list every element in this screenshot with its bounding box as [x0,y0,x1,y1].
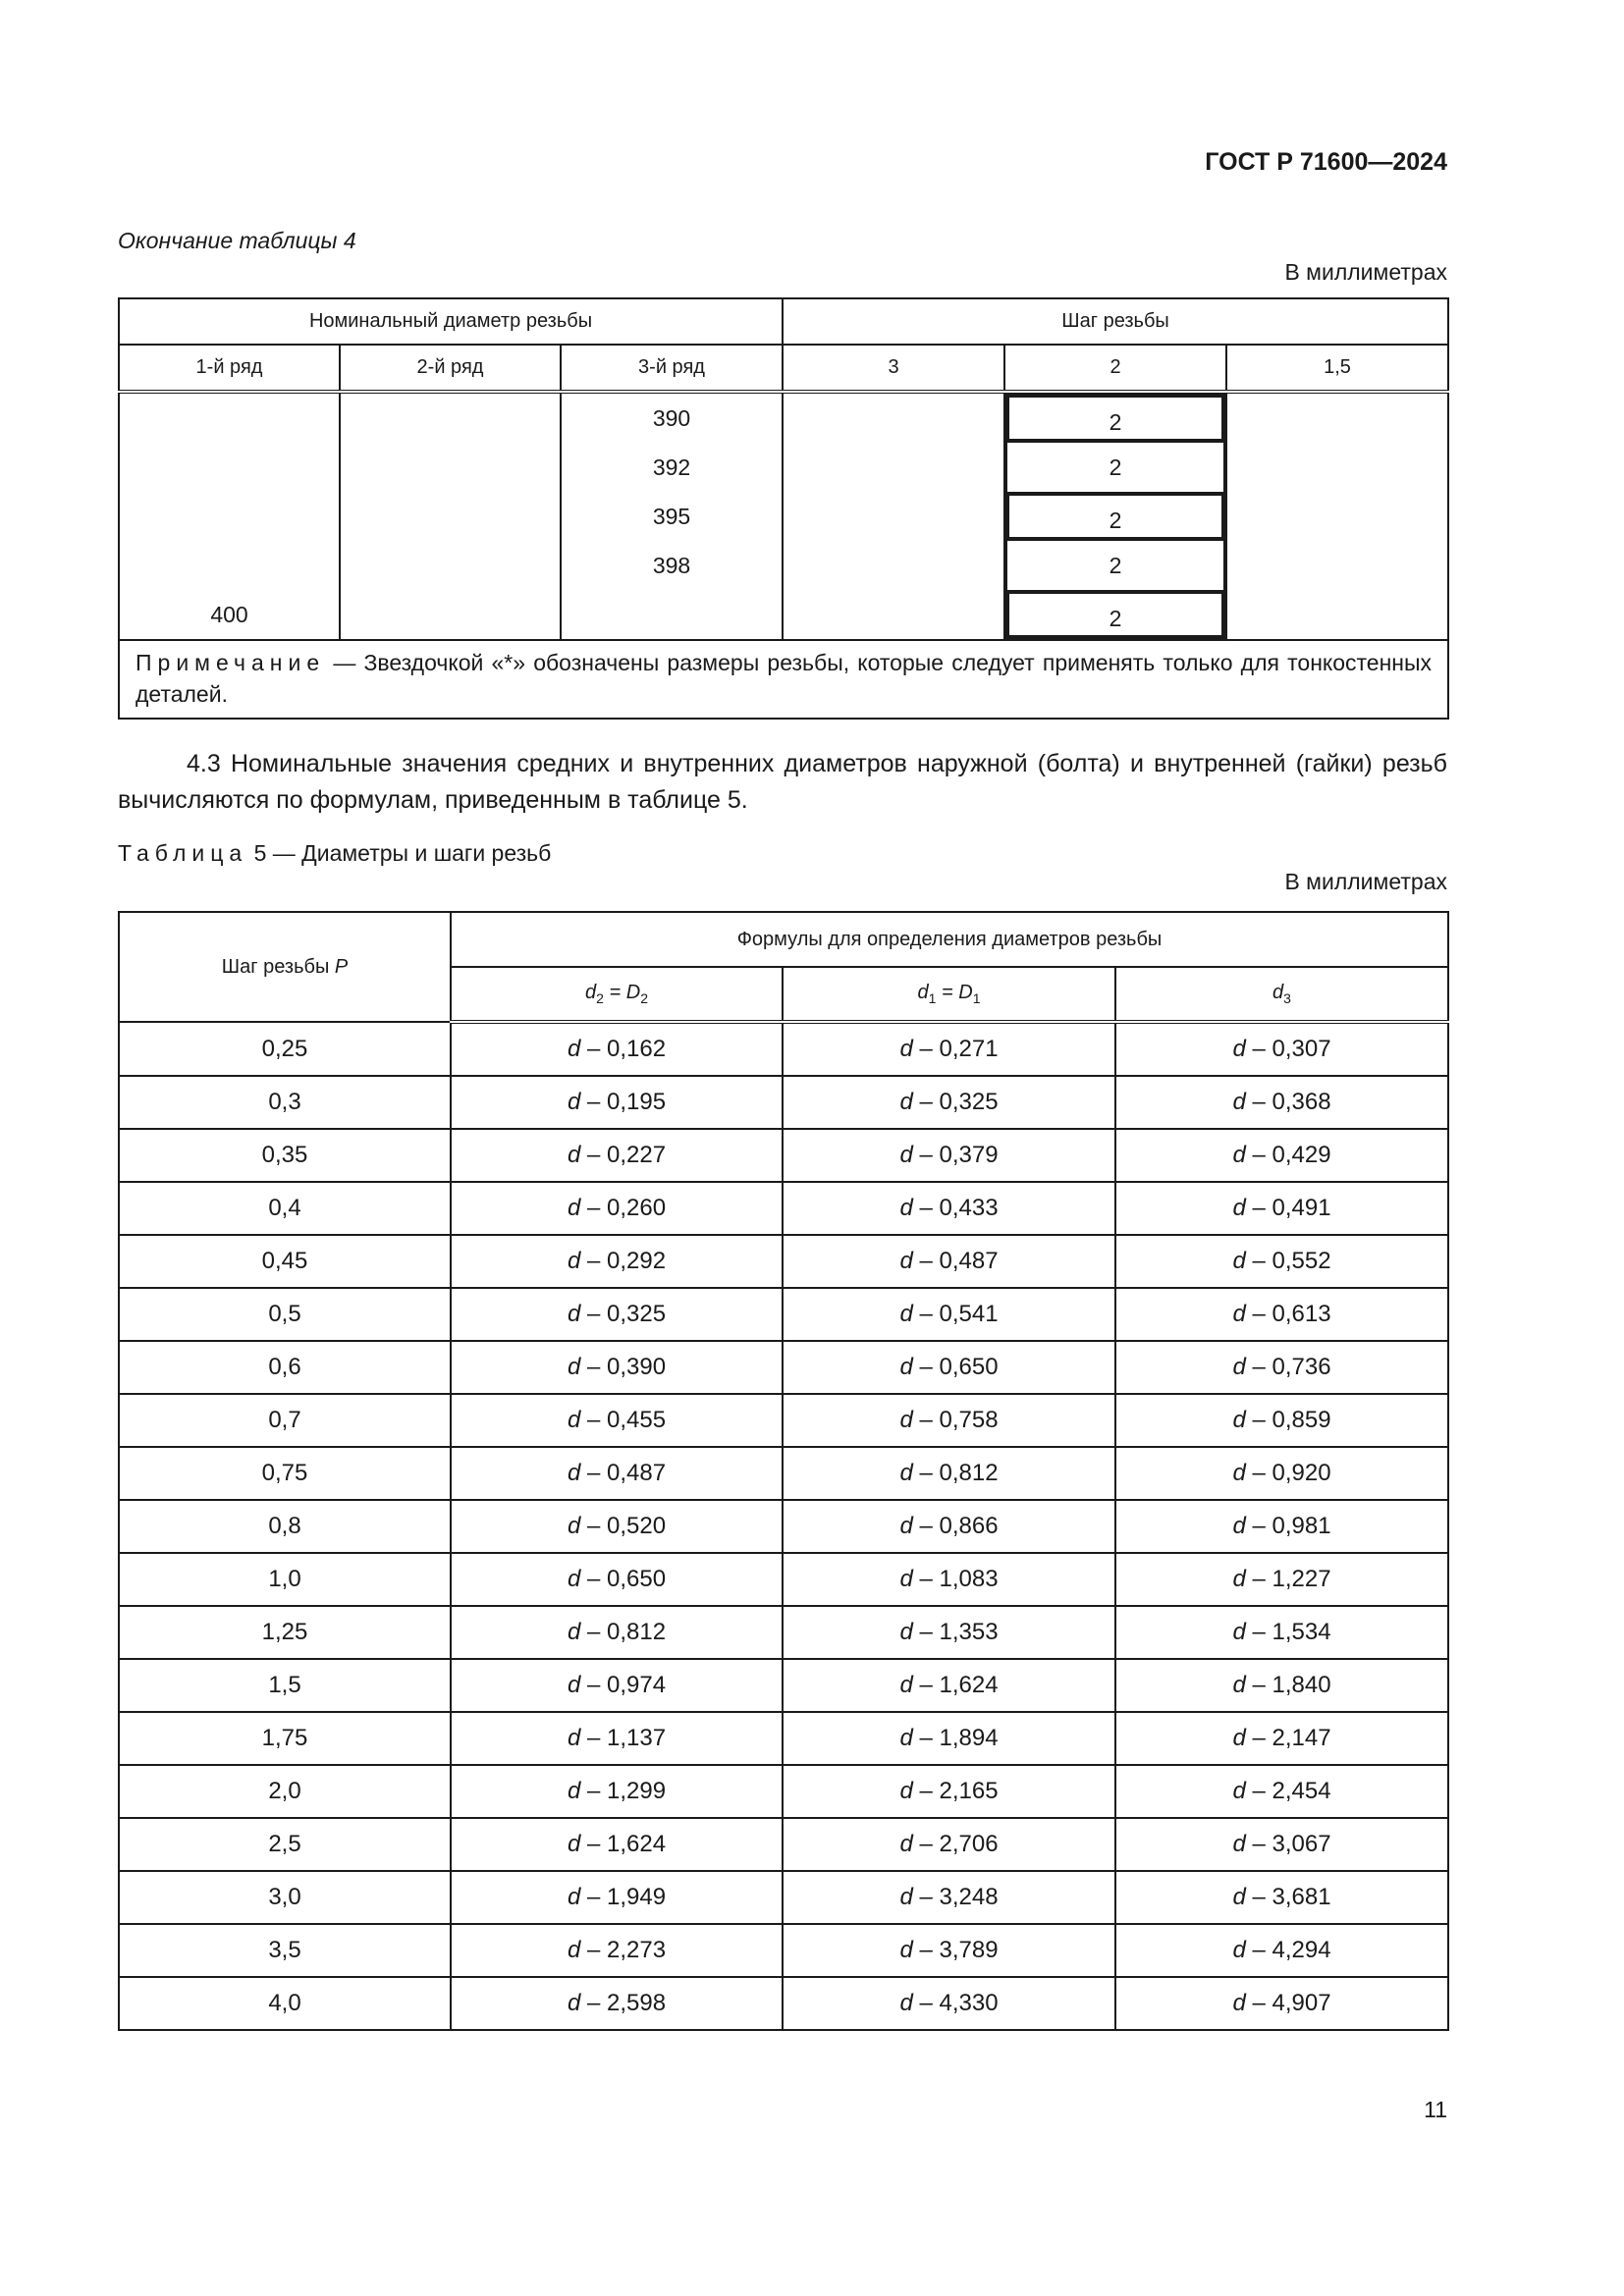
table-cell: d – 1,840 [1115,1659,1448,1712]
table-cell: d – 0,866 [783,1500,1115,1553]
col-header-pitch-2: 2 [1004,345,1226,392]
col-pitch-2-values [1004,392,1226,640]
table-cell: d – 0,429 [1115,1129,1448,1182]
col-header-d1: $d_1 = D_1$ [783,967,1115,1022]
table-cell: d – 0,650 [783,1341,1115,1394]
table-cell: d – 1,137 [451,1712,783,1765]
table-cell: 392 [652,454,691,480]
table5-caption-label: Таблица [118,840,248,866]
document-code: ГОСТ Р 71600—2024 [1205,148,1447,176]
table-cell: 3,5 [119,1924,451,1977]
col-header-pitch-1-5: 1,5 [1226,345,1448,392]
table-cell: d – 2,147 [1115,1712,1448,1765]
table-5 [118,911,1449,2031]
table-row [119,1659,1448,1712]
table-cell: 2 [1005,394,1225,443]
note-text: — Звездочкой «*» обозначены размеры резьбы, которые следует применять только для тонкостенных деталей. [135,650,1433,707]
page-number: 11 [1424,2097,1447,2122]
table-row [119,1341,1448,1394]
table-cell: 398 [652,553,691,578]
table-cell: 3,0 [119,1871,451,1924]
table-cell: d – 0,292 [451,1235,783,1288]
table-cell: d – 1,624 [451,1818,783,1871]
table-row [119,1022,1448,1076]
col-header-pitch: Шаг резьбы P [119,912,451,1022]
table-cell: 0,25 [119,1022,451,1076]
table-cell: d – 0,227 [451,1129,783,1182]
table-cell: d – 0,162 [451,1022,783,1076]
table-cell: 1,75 [119,1712,451,1765]
table-cell: d – 0,379 [783,1129,1115,1182]
table-cell: d – 1,083 [783,1553,1115,1606]
table-cell: d – 4,330 [783,1977,1115,2030]
table-cell: d – 2,273 [451,1924,783,1977]
table-cell: 0,5 [119,1288,451,1341]
table-cell: 1,0 [119,1553,451,1606]
table-cell: 400 [210,602,248,627]
table-cell: 0,3 [119,1076,451,1129]
table-cell: d – 0,390 [451,1341,783,1394]
table-cell: d – 0,368 [1115,1076,1448,1129]
table-row [119,1606,1448,1659]
table-cell: d – 1,949 [451,1871,783,1924]
table-row [119,1182,1448,1235]
table-cell: d – 0,920 [1115,1447,1448,1500]
table-cell: 390 [652,405,691,431]
table5-body [119,1022,1448,2030]
table-cell: d – 0,974 [451,1659,783,1712]
table5-caption-text: 5 — Диаметры и шаги резьб [253,840,552,866]
col-header-d3: $d_3$ [1115,967,1448,1022]
table-cell: d – 2,165 [783,1765,1115,1818]
table-cell: d – 4,294 [1115,1924,1448,1977]
group-header-formulas: Формулы для определения диаметров резьбы [451,912,1448,967]
table-cell: d – 1,624 [783,1659,1115,1712]
table-cell: d – 0,981 [1115,1500,1448,1553]
col-pitch-3-values [783,392,1004,640]
table-cell: d – 0,260 [451,1182,783,1235]
table-cell: 0,7 [119,1394,451,1447]
table-cell: d – 0,433 [783,1182,1115,1235]
note-label: Примечание [135,650,326,675]
table-cell: d – 0,195 [451,1076,783,1129]
table-cell: d – 2,454 [1115,1765,1448,1818]
table5-caption [118,840,551,867]
table-cell: d – 0,325 [783,1076,1115,1129]
col-row2-values [340,392,561,640]
col-pitch-1-5-values [1226,392,1448,640]
paragraph-4-3: 4.3 Номинальные значения средних и внутренних диаметров наружной (болта) и внутренней (гайки) резьб вычисляются по формулам, приведенным в таблице 5. [118,750,1447,814]
col-header-d2: $d_2 = D_2$ [451,967,783,1022]
table-cell: d – 0,271 [783,1022,1115,1076]
table-cell: 2,0 [119,1765,451,1818]
table-cell: d – 1,299 [451,1765,783,1818]
table-cell: 0,35 [119,1129,451,1182]
group-header-pitch: Шаг резьбы [783,298,1448,345]
table-row [119,1553,1448,1606]
table-cell: 395 [652,504,691,529]
table-cell: d – 1,227 [1115,1553,1448,1606]
table-cell: 0,45 [119,1235,451,1288]
table-cell: 2,5 [119,1818,451,1871]
table-cell: d – 2,706 [783,1818,1115,1871]
table-cell: d – 0,487 [451,1447,783,1500]
table-cell: 0,8 [119,1500,451,1553]
table-cell: d – 1,534 [1115,1606,1448,1659]
col-header-row3: 3-й ряд [561,345,783,392]
table-cell: d – 0,552 [1115,1235,1448,1288]
col-header-row2: 2-й ряд [340,345,561,392]
table-cell: d – 0,758 [783,1394,1115,1447]
table-cell: 0,6 [119,1341,451,1394]
table-cell: 2 [1005,541,1225,590]
table-cell: d – 0,325 [451,1288,783,1341]
table-cell: d – 0,736 [1115,1341,1448,1394]
table-cell: 1,5 [119,1659,451,1712]
table-cell: d – 4,907 [1115,1977,1448,2030]
table-cell: d – 3,067 [1115,1818,1448,1871]
table-cell: d – 1,353 [783,1606,1115,1659]
table-cell: d – 0,491 [1115,1182,1448,1235]
table-cell: d – 0,487 [783,1235,1115,1288]
table-row [119,1871,1448,1924]
table-row [119,1765,1448,1818]
table-cell: 1,25 [119,1606,451,1659]
table-row [119,1924,1448,1977]
table-cell: d – 0,812 [783,1447,1115,1500]
table-row [119,1288,1448,1341]
table-row [119,1500,1448,1553]
table-cell: 2 [1005,590,1225,639]
table-row [119,1977,1448,2030]
table4-units: В миллиметрах [1284,259,1447,285]
col-row1-values [119,392,340,640]
col-row3-values [561,392,783,640]
group-header-diameter: Номинальный диаметр резьбы [119,298,783,345]
table-cell: d – 2,598 [451,1977,783,2030]
table4-continuation-caption: Окончание таблицы 4 [118,228,356,253]
table4-note [119,640,1448,719]
table-cell [562,590,782,639]
table-cell: d – 0,541 [783,1288,1115,1341]
table-cell: 2 [1005,492,1225,541]
table-cell: 4,0 [119,1977,451,2030]
table-row [119,1235,1448,1288]
table-row [119,1818,1448,1871]
col-header-row1: 1-й ряд [119,345,340,392]
table-cell: 0,75 [119,1447,451,1500]
col-header-pitch-3: 3 [783,345,1004,392]
table-row [119,1447,1448,1500]
table-row [119,1394,1448,1447]
table-cell: d – 3,248 [783,1871,1115,1924]
table-cell: d – 0,520 [451,1500,783,1553]
table-cell: d – 0,859 [1115,1394,1448,1447]
table-cell: d – 3,789 [783,1924,1115,1977]
table-row [119,1712,1448,1765]
table-cell: d – 0,455 [451,1394,783,1447]
table-4 [118,297,1449,720]
table-cell: d – 0,307 [1115,1022,1448,1076]
table-row [119,1129,1448,1182]
table-cell: d – 3,681 [1115,1871,1448,1924]
table-cell: 0,4 [119,1182,451,1235]
table-row [119,1076,1448,1129]
table-cell: d – 0,650 [451,1553,783,1606]
table-cell: d – 0,613 [1115,1288,1448,1341]
table5-units: В миллиметрах [1284,869,1447,894]
table-cell: d – 0,812 [451,1606,783,1659]
table-cell: 2 [1005,443,1225,492]
table-cell: d – 1,894 [783,1712,1115,1765]
